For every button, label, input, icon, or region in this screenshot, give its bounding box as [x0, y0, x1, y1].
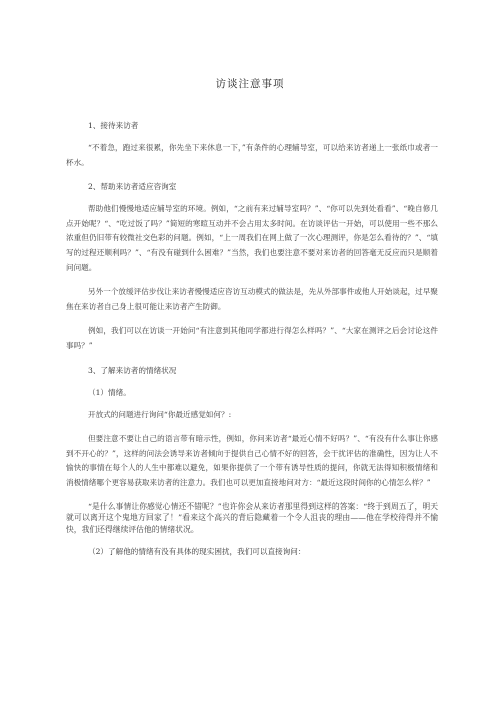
paragraph: 另外一个放缓评估步伐让来访者慢慢适应咨访互动模式的做法是，先从外部事件或他人开始谈起，过早聚焦在来访者自己身上很可能让来访者产生防御。: [66, 287, 438, 311]
paragraph: 例如，我们可以在访谈一开始问“有注意到其他同学都进行得怎么样吗？”、“大家在测评之后会讨论这件事吗？”: [66, 326, 438, 350]
paragraph: 开放式的问题进行询问“你最近感觉如何？:: [88, 409, 232, 419]
section-heading-adapt-room: 2、帮助来访者适应咨询室: [88, 182, 177, 192]
subheading-real-troubles: （2）了解他的情绪有没有具体的现实困扰，我们可以直接询问：: [88, 547, 306, 556]
document-body: [66, 119, 438, 567]
section-heading-reception: 1、接待来访者: [88, 121, 139, 130]
paragraph: “是什么事情让你感觉心情还不错呢？”也许你会从来访者那里得到这样的答案：“终于到周五了，明天就可以离开这个鬼地方回家了！”看来这个高兴的背后隐藏着一个令人沮丧的理由——他在学校待得并不愉快，我们还得继续评估他的情绪状况。: [66, 501, 438, 534]
section-heading-emotion-status: 3、了解来访者的情绪状况: [88, 365, 177, 375]
paragraph: 帮助他们慢慢地适应辅导室的环境。例如，“之前有来过辅导室吗？”、“你可以先到处看看”、“晚自修几点开始呢？“、“吃过饭了吗？”简短的寒暄互动并不会占用太多时间。在访谈评估一开始，可以使用一些不那么浓重但仍旧带有较微社交色彩的问题。例如，“上一周我们在网上做了一次心理测评，你是怎么看待的？”、“填写的过程还顺利吗？”、“有没有碰到什么困难？”当然，我们也要注意不要对来访者的回答毫无反应而只是顺着问问题。: [66, 204, 438, 272]
page-title: 访谈注意事项: [215, 78, 285, 90]
subheading-emotion: （1）情绪。: [88, 387, 131, 397]
paragraph: “不着急，跑过来很累，你先坐下来休息一下，”有条件的心理辅导室，可以给来访者递上一张纸巾或者一杯水。: [66, 143, 438, 167]
paragraph: 但要注意不要让自己的语言带有暗示性，例如，你问来访者“最近心情不好吗？”、“有没有什么事让你感到不开心的？”，这样的问法会诱导来访者倾向于提供自己心情不好的回答，会干扰评估的准确性，因为让人不愉快的事情在每个人的人生中都难以避免，如果你提供了一个带有诱导性质的提问，你就无法得知积极情绪和消极情绪哪个更容易获取来访者的注意力。我们也可以更加直接地问对方：“最近这段时间你的心情怎么样？”: [66, 434, 438, 487]
